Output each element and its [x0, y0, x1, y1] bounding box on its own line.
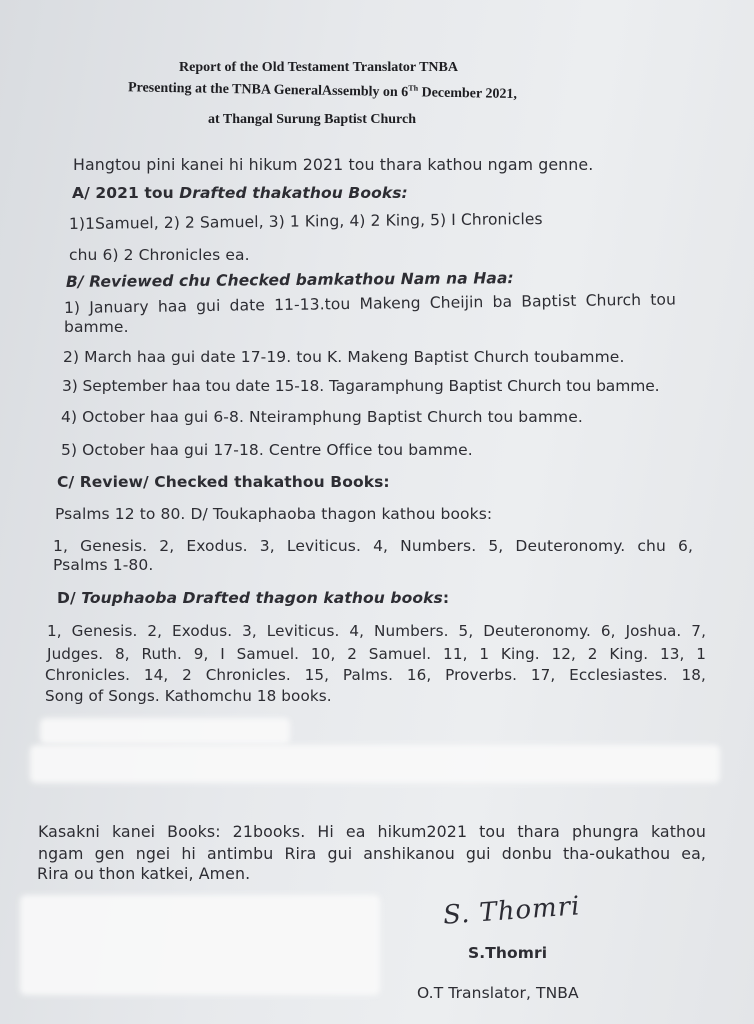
report-title: Report of the Old Testament Translator TNBA — [179, 60, 458, 75]
section-a-line2: chu 6) 2 Chronicles ea. — [69, 246, 250, 264]
section-c-line1: Psalms 12 to 80. D/ Toukaphaoba thagon kathou books: — [55, 505, 493, 523]
closing-line1: Kasakni kanei Books: 21books. Hi ea hikum2021 tou thara phungra kathou — [38, 822, 706, 841]
section-d-line3: Chronicles. 14, 2 Chronicles. 15, Palms. 16, Proverbs. 17, Ecclesiastes. 18, — [45, 666, 706, 684]
erased-region-middle — [30, 745, 720, 783]
section-d-prefix: D/ — [57, 589, 82, 607]
subtitle-suffix: December 2021, — [417, 85, 518, 103]
section-b-item2: 2) March haa gui date 17-19. tou K. Makeng Baptist Church toubamme. — [63, 348, 625, 366]
section-b-item1-line1: 1) January haa gui date 11-13.tou Makeng Cheijin ba Baptist Church tou — [63, 290, 677, 317]
signature-scribble: S. Thomri — [442, 891, 582, 931]
subtitle-superscript: Th — [408, 83, 419, 93]
erased-region-top — [40, 718, 290, 744]
section-d-italic: Touphaoba Drafted thagon kathou books — [81, 589, 443, 607]
erased-region-bottom — [20, 895, 380, 995]
signatory-title: O.T Translator, TNBA — [417, 984, 579, 1002]
section-b-item5: 5) October haa gui 17-18. Centre Office tou bamme. — [61, 441, 473, 459]
intro-text: Hangtou pini kanei hi hikum 2021 tou thara kathou ngam genne. — [73, 155, 594, 174]
section-a-heading — [72, 184, 408, 202]
signatory-name: S.Thomri — [468, 944, 548, 962]
report-venue: at Thangal Surung Baptist Church — [208, 112, 416, 127]
section-a-line1: 1)1Samuel, 2) 2 Samuel, 3) 1 King, 4) 2 King, 5) I Chronicles — [68, 210, 543, 233]
section-c-heading: C/ Review/ Checked thakathou Books: — [57, 473, 390, 491]
section-a-prefix: A/ 2021 tou — [72, 184, 180, 202]
closing-line3: Rira ou thon katkei, Amen. — [37, 864, 251, 883]
section-d-line2: Judges. 8, Ruth. 9, I Samuel. 10, 2 Samuel. 11, 1 King. 12, 2 King. 13, 1 — [47, 645, 706, 663]
section-b-item1-line2: bamme. — [64, 318, 129, 336]
section-a-italic: Drafted thakathou Books: — [179, 184, 408, 202]
section-b-item4: 4) October haa gui 6-8. Nteiramphung Baptist Church tou bamme. — [61, 408, 583, 426]
closing-line2: ngam gen ngei hi antimbu Rira gui anshikanou gui donbu tha-oukathou ea, — [38, 844, 706, 863]
section-d-line1: 1, Genesis. 2, Exodus. 3, Leviticus. 4, Numbers. 5, Deuteronomy. 6, Joshua. 7, — [47, 622, 706, 640]
section-b-item3: 3) September haa tou date 15-18. Tagaramphung Baptist Church tou bamme. — [62, 377, 660, 395]
section-d-suffix: : — [442, 589, 450, 607]
section-d-heading — [57, 589, 449, 607]
section-d-line4: Song of Songs. Kathomchu 18 books. — [45, 687, 332, 705]
section-b-heading: B/ Reviewed chu Checked bamkathou Nam na Haa: — [65, 269, 514, 291]
subtitle-prefix: Presenting at the TNBA GeneralAssembly on 6 — [127, 80, 409, 101]
section-c-line2: 1, Genesis. 2, Exodus. 3, Leviticus. 4, Numbers. 5, Deuteronomy. chu 6, — [53, 537, 693, 555]
report-subtitle — [128, 79, 517, 103]
section-c-line3: Psalms 1-80. — [53, 556, 154, 574]
